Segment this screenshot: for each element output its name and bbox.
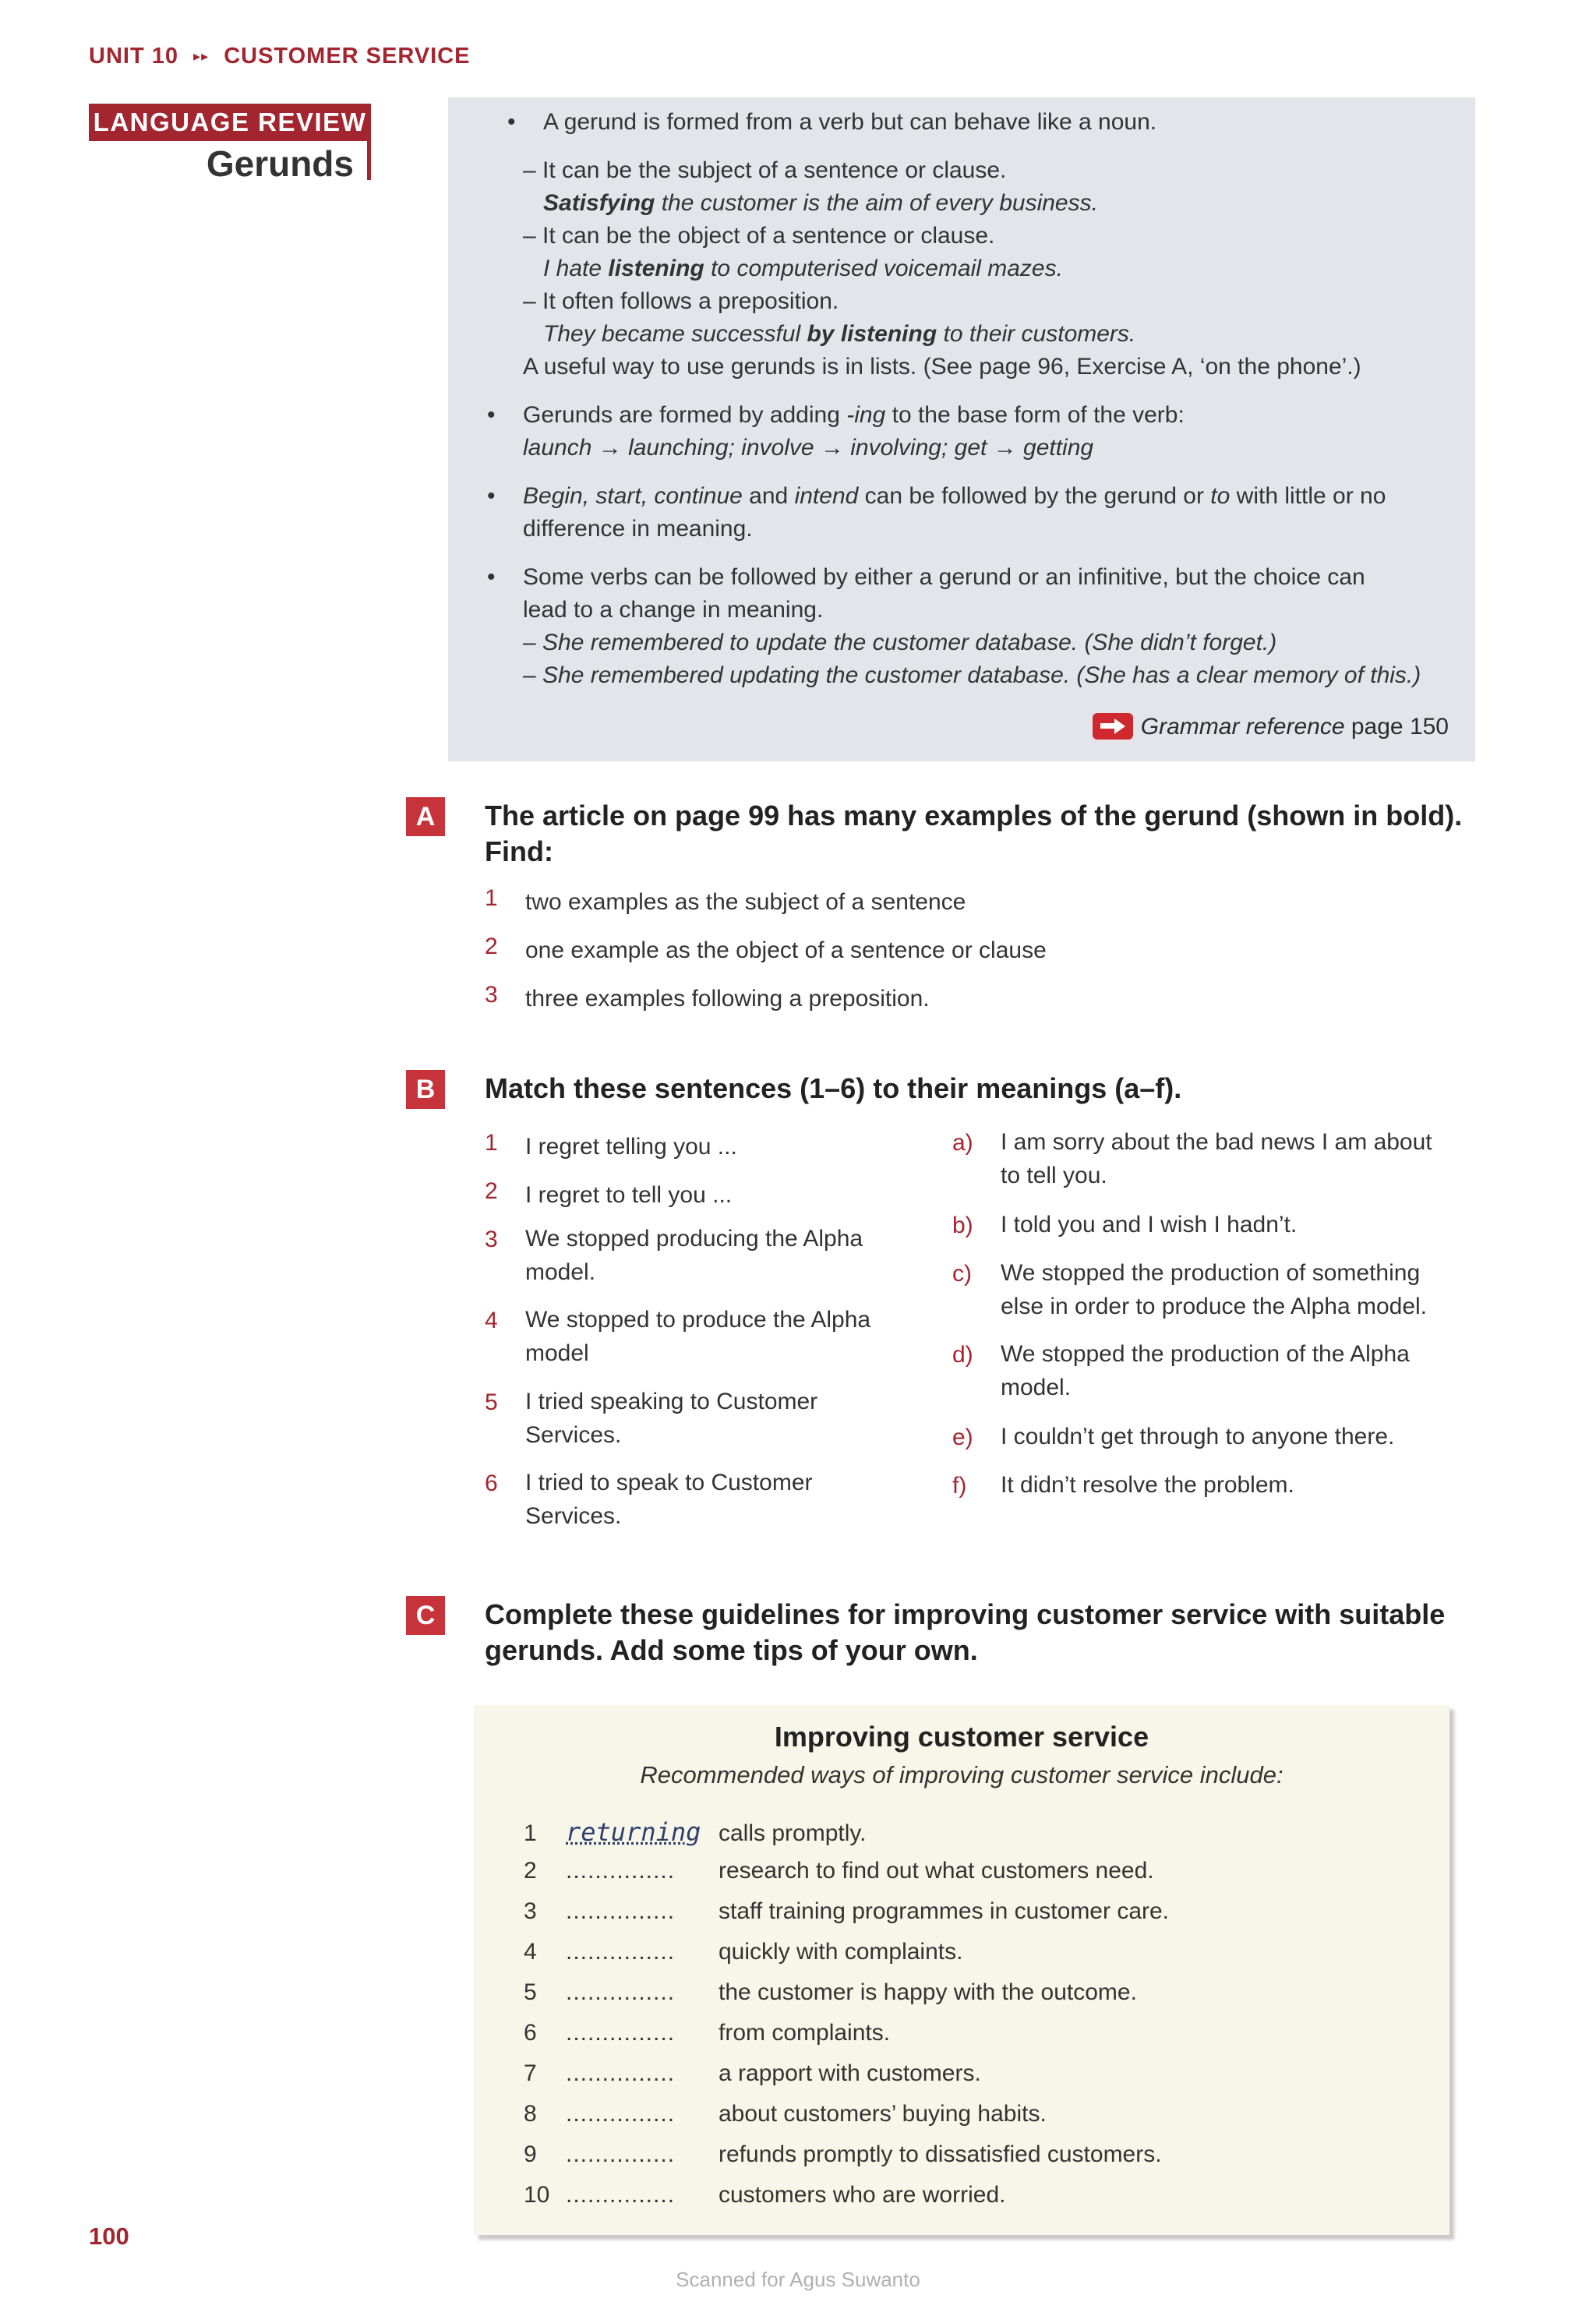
guideline-row: 7 ............... a rapport with customers. bbox=[524, 2060, 981, 2086]
answer-field[interactable]: returning bbox=[566, 1817, 701, 1847]
section-c-letter: C bbox=[406, 1596, 445, 1635]
section-a-letter: A bbox=[406, 797, 445, 836]
guidelines-box bbox=[474, 1705, 1449, 2235]
grammar-bullet-4: • Some verbs can be followed by either a gerund or an infinitive, but the choice can bbox=[523, 562, 1365, 593]
list-item: c) We stopped the production of something else in order to produce the Alpha model. bbox=[952, 1260, 1428, 1319]
list-item: e) I couldn’t get through to anyone there. bbox=[952, 1424, 1395, 1450]
guideline-row: 8 ............... about customers’ buying habits. bbox=[524, 2101, 1047, 2127]
guideline-row: 10 ............... customers who are worried. bbox=[524, 2182, 1006, 2208]
grammar-reference-page: page 150 bbox=[1344, 714, 1449, 740]
language-review-tab bbox=[89, 104, 371, 182]
grammar-box bbox=[448, 97, 1475, 761]
grammar-bullet-3-line2: difference in meaning. bbox=[523, 516, 753, 542]
grammar-preposition-rule: – It often follows a preposition. bbox=[523, 288, 839, 314]
grammar-bullet-4-example-2: – She remembered updating the customer database. (She has a clear memory of this.) bbox=[523, 662, 1421, 688]
answer-field[interactable]: ............... bbox=[566, 1898, 676, 1924]
guideline-row: 2 ............... research to find out what customers need. bbox=[524, 1858, 1154, 1884]
guidelines-subtitle: Recommended ways of improving customer service include: bbox=[640, 1761, 1284, 1788]
guideline-row: 4 ............... quickly with complaints. bbox=[524, 1939, 963, 1965]
answer-field[interactable]: ............... bbox=[566, 2141, 676, 2167]
grammar-reference-link[interactable] bbox=[1093, 713, 1449, 740]
grammar-example-2: I hate listening to computerised voicemail mazes. bbox=[543, 256, 1063, 281]
answer-field[interactable]: ............... bbox=[566, 2101, 676, 2127]
unit-section: CUSTOMER SERVICE bbox=[224, 44, 471, 69]
list-item: 3 three examples following a preposition. bbox=[485, 982, 930, 1012]
grammar-bullet-1: • A gerund is formed from a verb but can behave like a noun. bbox=[543, 107, 1156, 138]
list-item: 5 I tried speaking to Customer Services. bbox=[485, 1389, 818, 1448]
grammar-reference-label: Grammar reference bbox=[1140, 714, 1345, 740]
grammar-bullet-3: • Begin, start, continue and intend can be followed by the gerund or to with little or no bbox=[523, 481, 1386, 512]
guideline-row: 5 ............... the customer is happy with the outcome. bbox=[524, 1979, 1137, 2005]
answer-field[interactable]: ............... bbox=[566, 2020, 676, 2046]
section-b-letter: B bbox=[406, 1070, 445, 1109]
list-item: 4 We stopped to produce the Alpha model bbox=[485, 1307, 871, 1366]
list-item: f) It didn’t resolve the problem. bbox=[952, 1472, 1294, 1499]
answer-field[interactable]: ............... bbox=[566, 1979, 676, 2005]
grammar-bullet-2-example: launch → launching; involve → involving; get → getting bbox=[523, 435, 1094, 461]
list-item: 1 two examples as the subject of a sentence bbox=[485, 885, 966, 915]
grammar-example-1: Satisfying the customer is the aim of every business. bbox=[543, 190, 1098, 216]
guidelines-title: Improving customer service bbox=[774, 1721, 1149, 1753]
guideline-row: 1 returning calls promptly. bbox=[524, 1817, 867, 1847]
page-number: 100 bbox=[89, 2223, 129, 2250]
double-arrow-icon: ▸▸ bbox=[193, 48, 210, 64]
grammar-object-rule: – It can be the object of a sentence or clause. bbox=[523, 223, 995, 249]
grammar-subject-rule: – It can be the subject of a sentence or clause. bbox=[523, 157, 1007, 183]
section-b-heading: Match these sentences (1–6) to their meanings (a–f). bbox=[485, 1072, 1182, 1104]
section-a-heading: The article on page 99 has many examples of the gerund (shown in bold). Find: bbox=[485, 800, 1463, 867]
section-b-sentences bbox=[485, 1130, 921, 1535]
list-item: 6 I tried to speak to Customer Services. bbox=[485, 1470, 813, 1529]
grammar-example-3: They became successful by listening to their customers. bbox=[543, 321, 1136, 347]
guideline-row: 3 ............... staff training programmes in customer care. bbox=[524, 1898, 1170, 1924]
unit-header bbox=[89, 44, 470, 69]
grammar-bullet-4-example-1: – She remembered to update the customer database. (She didn’t forget.) bbox=[523, 630, 1277, 655]
guideline-row: 6 ............... from complaints. bbox=[524, 2020, 891, 2046]
answer-field[interactable]: ............... bbox=[566, 2182, 676, 2208]
scan-note: Scanned for Agus Suwanto bbox=[676, 2268, 920, 2291]
title-accent-bar bbox=[367, 141, 371, 180]
list-item: d) We stopped the production of the Alpha model. bbox=[952, 1341, 1410, 1400]
list-item: 2 I regret to tell you ... bbox=[485, 1178, 733, 1208]
grammar-bullet-4-line2: lead to a change in meaning. bbox=[523, 597, 824, 623]
arrow-right-icon bbox=[1093, 713, 1133, 740]
section-c-heading: Complete these guidelines for improving customer service with suitable gerunds. Add some tips of your own. bbox=[485, 1598, 1446, 1666]
language-review-label: LANGUAGE REVIEW bbox=[89, 104, 371, 141]
answer-field[interactable]: ............... bbox=[566, 1858, 676, 1884]
list-item: b) I told you and I wish I hadn’t. bbox=[952, 1212, 1298, 1238]
list-item: a) I am sorry about the bad news I am about to tell you. bbox=[952, 1129, 1432, 1188]
language-review-title: Gerunds bbox=[206, 143, 354, 184]
unit-label: UNIT 10 bbox=[89, 44, 178, 69]
list-item: 3 We stopped producing the Alpha model. bbox=[485, 1226, 863, 1285]
answer-field[interactable]: ............... bbox=[566, 2060, 676, 2086]
guideline-row: 9 ............... refunds promptly to dissatisfied customers. bbox=[524, 2141, 1162, 2167]
list-item: 1 I regret telling you ... bbox=[485, 1130, 737, 1160]
grammar-lists-note: A useful way to use gerunds is in lists. (See page 96, Exercise A, ‘on the phone’.) bbox=[523, 354, 1361, 380]
list-item: 2 one example as the object of a sentence or clause bbox=[485, 934, 1047, 963]
answer-field[interactable]: ............... bbox=[566, 1939, 676, 1965]
section-b-meanings bbox=[952, 1130, 1467, 1520]
grammar-bullet-2: • Gerunds are formed by adding -ing to the base form of the verb: bbox=[523, 400, 1185, 431]
